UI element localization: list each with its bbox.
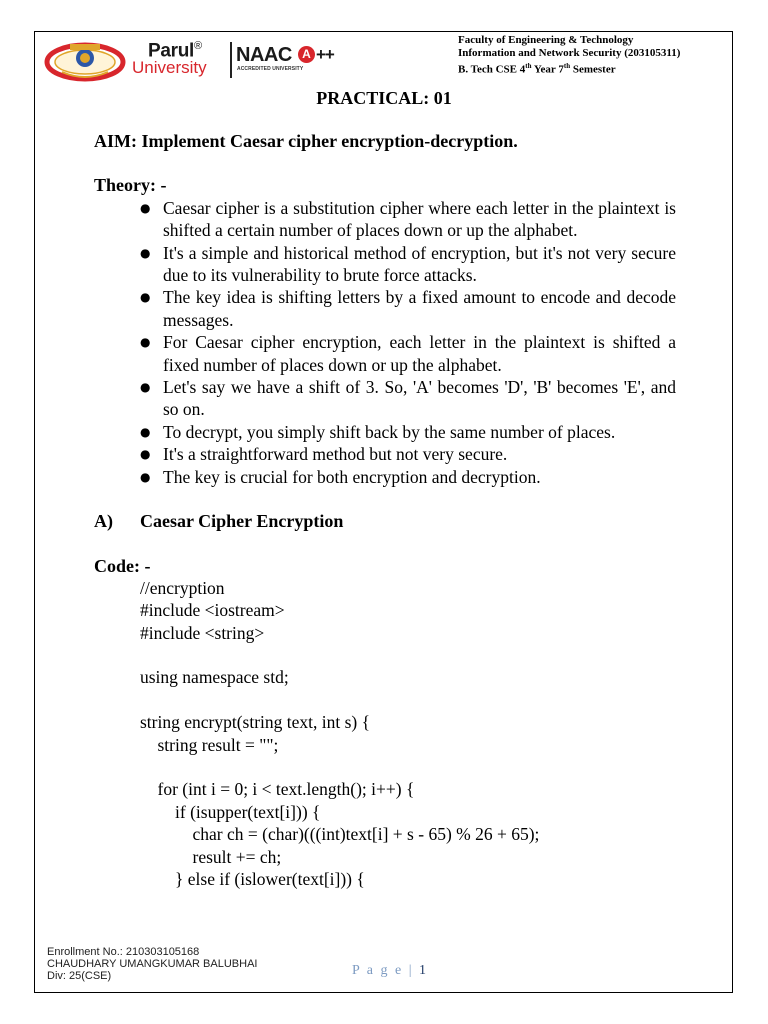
code-line bbox=[140, 756, 676, 778]
parul-wordmark: Parul® bbox=[148, 40, 202, 62]
footer-division: Div: 25(CSE) bbox=[47, 970, 112, 982]
code-line: } else if (islower(text[i])) { bbox=[140, 868, 365, 889]
footer-student-name: CHAUDHARY UMANGKUMAR BALUBHAI bbox=[47, 958, 258, 970]
naac-grade-plus: ++ bbox=[316, 45, 334, 64]
code-line: for (int i = 0; i < text.length(); i++) { bbox=[140, 779, 415, 800]
section-heading bbox=[94, 510, 676, 532]
theory-point: ● For Caesar cipher encryption, each letter in the plaintext is shifted a fixed number of places down or up the alphabet. bbox=[140, 331, 676, 376]
code-line: string encrypt(string text, int s) { bbox=[140, 712, 371, 733]
page-number-value: 1 bbox=[419, 963, 426, 978]
theory-point: ● Let's say we have a shift of 3. So, 'A' becomes 'D', 'B' becomes 'E', and so on. bbox=[140, 376, 676, 421]
theory-list bbox=[94, 197, 676, 488]
page-number bbox=[352, 963, 426, 979]
code-line: #include <string> bbox=[140, 622, 265, 643]
theory-point: ● The key idea is shifting letters by a fixed amount to encode and decode messages. bbox=[140, 286, 676, 331]
code-heading: Code: - bbox=[94, 555, 151, 576]
code-line: result += ch; bbox=[140, 846, 282, 867]
page-label: P a g e | bbox=[352, 963, 414, 978]
code-line: char ch = (char)(((int)text[i] + s - 65) % 26 + 65); bbox=[140, 824, 540, 845]
code-line: string result = ""; bbox=[140, 734, 279, 755]
code-line: //encryption bbox=[140, 577, 225, 598]
footer-student-info bbox=[47, 946, 257, 982]
header-faculty: Faculty of Engineering & Technology bbox=[458, 34, 634, 46]
theory-point: ● To decrypt, you simply shift back by the same number of places. bbox=[140, 421, 676, 443]
logo-divider bbox=[230, 42, 232, 78]
header-semester: B. Tech CSE 4th Year 7th Semester bbox=[458, 62, 616, 76]
code-line: using namespace std; bbox=[140, 667, 289, 688]
university-logo bbox=[40, 38, 350, 82]
header-info bbox=[458, 34, 680, 77]
theory-point: ● The key is crucial for both encryption and decryption. bbox=[140, 466, 676, 488]
theory-heading: Theory: - bbox=[94, 175, 167, 196]
code-line: #include <iostream> bbox=[140, 600, 285, 621]
theory-point: ● It's a simple and historical method of encryption, but it's not very secure due to its vulnerability to brute force attacks. bbox=[140, 242, 676, 287]
university-wordmark: University bbox=[132, 58, 207, 77]
theory-point: ● It's a straightforward method but not very secure. bbox=[140, 443, 676, 465]
naac-subtitle: ACCREDITED UNIVERSITY bbox=[237, 66, 304, 72]
code-line bbox=[140, 644, 676, 666]
theory-point: ● Caesar cipher is a substitution cipher where each letter in the plaintext is shifted a certain number of places down or up the alphabet. bbox=[140, 197, 676, 242]
naac-grade-badge: A bbox=[298, 46, 315, 63]
document-body bbox=[94, 130, 676, 890]
practical-title: PRACTICAL: 01 bbox=[316, 88, 452, 108]
code-line bbox=[140, 689, 676, 711]
university-seal-icon bbox=[40, 38, 130, 82]
code-line: if (isupper(text[i])) { bbox=[140, 801, 321, 822]
header-course: Information and Network Security (203105311) bbox=[458, 47, 681, 59]
naac-wordmark: NAAC bbox=[236, 44, 292, 66]
section-title: Caesar Cipher Encryption bbox=[140, 511, 344, 532]
aim-statement: AIM: Implement Caesar cipher encryption-decryption. bbox=[94, 131, 518, 151]
footer-enrollment: Enrollment No.: 210303105168 bbox=[47, 946, 200, 958]
section-number: A) bbox=[94, 511, 113, 532]
code-block bbox=[94, 577, 676, 890]
